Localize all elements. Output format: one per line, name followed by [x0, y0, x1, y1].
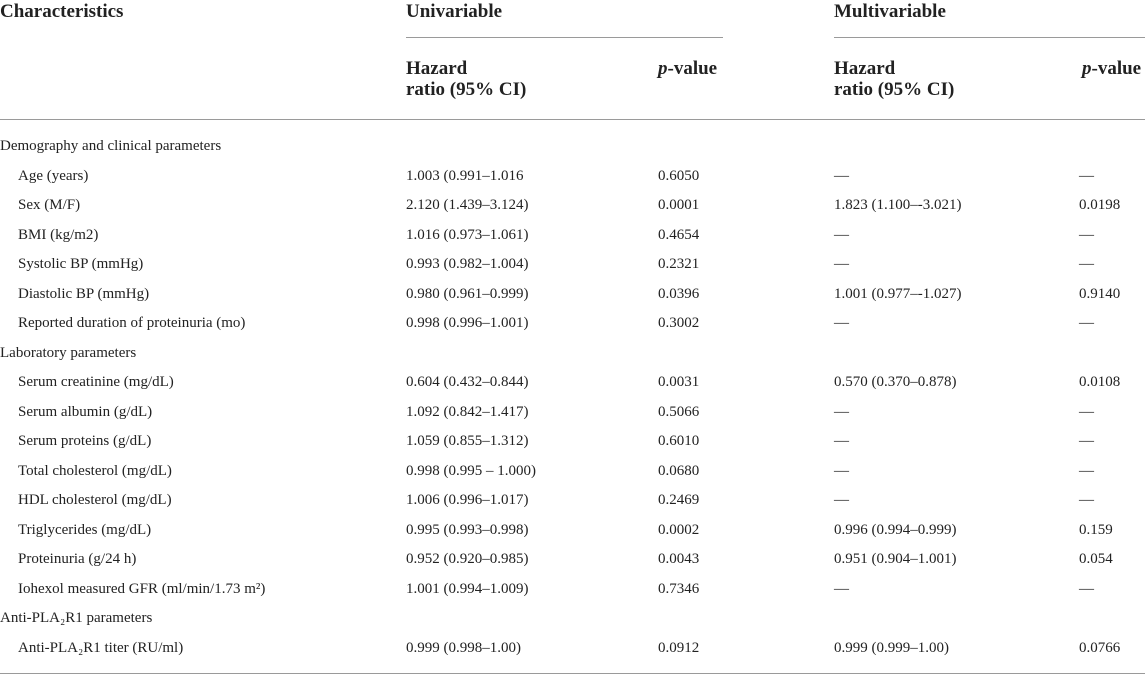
univariable-hazard-ratio: 0.998 (0.995 – 1.000) [406, 462, 536, 479]
table-row [0, 574, 1145, 603]
multivariable-hazard-ratio: — [834, 226, 849, 243]
univariable-hazard-ratio: 0.604 (0.432–0.844) [406, 374, 529, 390]
univariable-p-value: 0.0002 [658, 521, 700, 538]
multivariable-p-value: — [1079, 403, 1094, 420]
row-label: Demography and clinical parameters [0, 138, 222, 154]
multivariable-p-value: — [1079, 433, 1094, 449]
univariable-hazard-ratio: 1.006 (0.996–1.017) [406, 492, 529, 508]
table-row [0, 426, 1145, 455]
univariable-p-value: 0.0396 [658, 285, 700, 302]
row-label: Serum proteins (g/dL) [18, 433, 152, 449]
header-rule [0, 119, 1145, 120]
univariable-p-value: 0.0912 [658, 639, 700, 656]
multivariable-p-value: 0.0766 [1079, 639, 1121, 656]
multivariable-p-value: 0.159 [1079, 521, 1113, 538]
multivariable-hazard-ratio: 1.823 (1.100–-3.021) [834, 197, 962, 213]
row-label: BMI (kg/m2) [18, 226, 99, 243]
multivariable-hazard-ratio: 0.951 (0.904–1.001) [834, 551, 957, 567]
univariable-p-value: 0.7346 [658, 580, 700, 597]
table-row [0, 308, 1145, 337]
univariable-hazard-ratio: 1.092 (0.842–1.417) [406, 403, 529, 420]
multivariable-hazard-ratio: — [834, 256, 849, 272]
multivariable-hazard-ratio: — [834, 315, 849, 331]
table-row [0, 456, 1145, 485]
univariable-p-value: 0.0680 [658, 462, 700, 479]
univariable-hazard-ratio: 0.980 (0.961–0.999) [406, 285, 529, 302]
univariable-hazard-ratio: 0.995 (0.993–0.998) [406, 521, 529, 538]
row-label: Reported duration of proteinuria (mo) [18, 315, 246, 331]
univariable-hazard-ratio: 0.999 (0.998–1.00) [406, 639, 521, 656]
univariable-hazard-ratio: 1.003 (0.991–1.016 [406, 167, 524, 184]
univariable-p-value: 0.0031 [658, 374, 700, 390]
univariable-hazard-ratio: 0.998 (0.996–1.001) [406, 315, 529, 331]
row-label: Proteinuria (g/24 h) [18, 551, 137, 567]
table-row [0, 633, 1145, 662]
univariable-hazard-ratio: 1.059 (0.855–1.312) [406, 433, 529, 449]
univariable-p-value: 0.0043 [658, 551, 700, 567]
table-row [0, 161, 1145, 190]
univariable-hazard-ratio: 2.120 (1.439–3.124) [406, 197, 529, 213]
multivariable-hazard-ratio: — [834, 433, 849, 449]
row-label: Anti-PLA₂R1 parameters [0, 610, 153, 626]
multivariable-p-value: — [1079, 580, 1094, 597]
row-label: HDL cholesterol (mg/dL) [18, 492, 172, 508]
univariable-p-header: p-value [658, 58, 718, 79]
multivariable-hazard-ratio: 0.570 (0.370–0.878) [834, 374, 957, 390]
multivariable-p-header: p-value [1082, 58, 1142, 79]
multivariable-p-value: 0.9140 [1079, 285, 1121, 302]
row-label: Diastolic BP (mmHg) [18, 285, 150, 302]
univariable-p-value: 0.2321 [658, 256, 700, 272]
multivariable-p-value: — [1079, 492, 1094, 508]
multivariable-p-value: — [1079, 315, 1094, 331]
multivariable-hazard-ratio: 1.001 (0.977–-1.027) [834, 285, 962, 302]
multivariable-p-value: — [1079, 167, 1094, 184]
row-label: Triglycerides (mg/dL) [18, 521, 152, 538]
row-label: Iohexol measured GFR (ml/min/1.73 m²) [18, 580, 266, 597]
row-label: Total cholesterol (mg/dL) [18, 462, 172, 479]
multivariable-p-value: 0.054 [1079, 551, 1113, 567]
row-label: Serum albumin (g/dL) [18, 403, 153, 420]
table-row [0, 544, 1145, 573]
multivariable-hazard-ratio: — [834, 580, 849, 597]
multivariable-underline [834, 37, 1145, 38]
univariable-hr-header: Hazard ratio (95% CI) [406, 58, 527, 100]
univariable-underline [406, 37, 723, 38]
univariable-p-value: 0.0001 [658, 197, 700, 213]
table-row [0, 397, 1145, 426]
univariable-p-value: 0.3002 [658, 315, 700, 331]
section-row [0, 603, 1145, 632]
univariable-p-value: 0.4654 [658, 226, 700, 243]
multivariable-p-value: — [1079, 256, 1094, 272]
multivariable-hazard-ratio: — [834, 403, 849, 420]
header-multivariable: Multivariable [834, 1, 946, 22]
univariable-hazard-ratio: 1.001 (0.994–1.009) [406, 580, 529, 597]
table-row [0, 279, 1145, 308]
univariable-p-value: 0.5066 [658, 403, 700, 420]
multivariable-hazard-ratio: 0.996 (0.994–0.999) [834, 521, 957, 538]
univariable-hazard-ratio: 0.952 (0.920–0.985) [406, 551, 529, 567]
multivariable-p-value: — [1079, 462, 1094, 479]
section-row [0, 338, 1145, 367]
multivariable-hazard-ratio: 0.999 (0.999–1.00) [834, 639, 949, 656]
row-label: Sex (M/F) [18, 197, 81, 213]
multivariable-p-value: 0.0198 [1079, 197, 1121, 213]
table-row [0, 220, 1145, 249]
multivariable-hazard-ratio: — [834, 492, 849, 508]
row-label: Laboratory parameters [0, 344, 137, 361]
multivariable-p-value: — [1079, 226, 1094, 243]
multivariable-p-value: 0.0108 [1079, 374, 1121, 390]
table-row [0, 485, 1145, 514]
univariable-p-value: 0.2469 [658, 492, 700, 508]
table-row [0, 367, 1145, 396]
univariable-p-value: 0.6010 [658, 433, 700, 449]
table-row [0, 515, 1145, 544]
row-label: Anti-PLA₂R1 titer (RU/ml) [18, 639, 184, 656]
row-label: Systolic BP (mmHg) [18, 256, 144, 272]
univariable-hazard-ratio: 0.993 (0.982–1.004) [406, 256, 529, 272]
header-univariable: Univariable [406, 1, 503, 22]
table-row [0, 190, 1145, 219]
section-row [0, 131, 1145, 160]
univariable-p-value: 0.6050 [658, 167, 700, 184]
table-row [0, 249, 1145, 278]
univariable-hazard-ratio: 1.016 (0.973–1.061) [406, 226, 529, 243]
header-characteristics: Characteristics [0, 1, 124, 22]
multivariable-hazard-ratio: — [834, 167, 849, 184]
row-label: Age (years) [18, 167, 89, 184]
multivariable-hr-header: Hazard ratio (95% CI) [834, 58, 955, 100]
multivariable-hazard-ratio: — [834, 462, 849, 479]
row-label: Serum creatinine (mg/dL) [18, 374, 174, 390]
